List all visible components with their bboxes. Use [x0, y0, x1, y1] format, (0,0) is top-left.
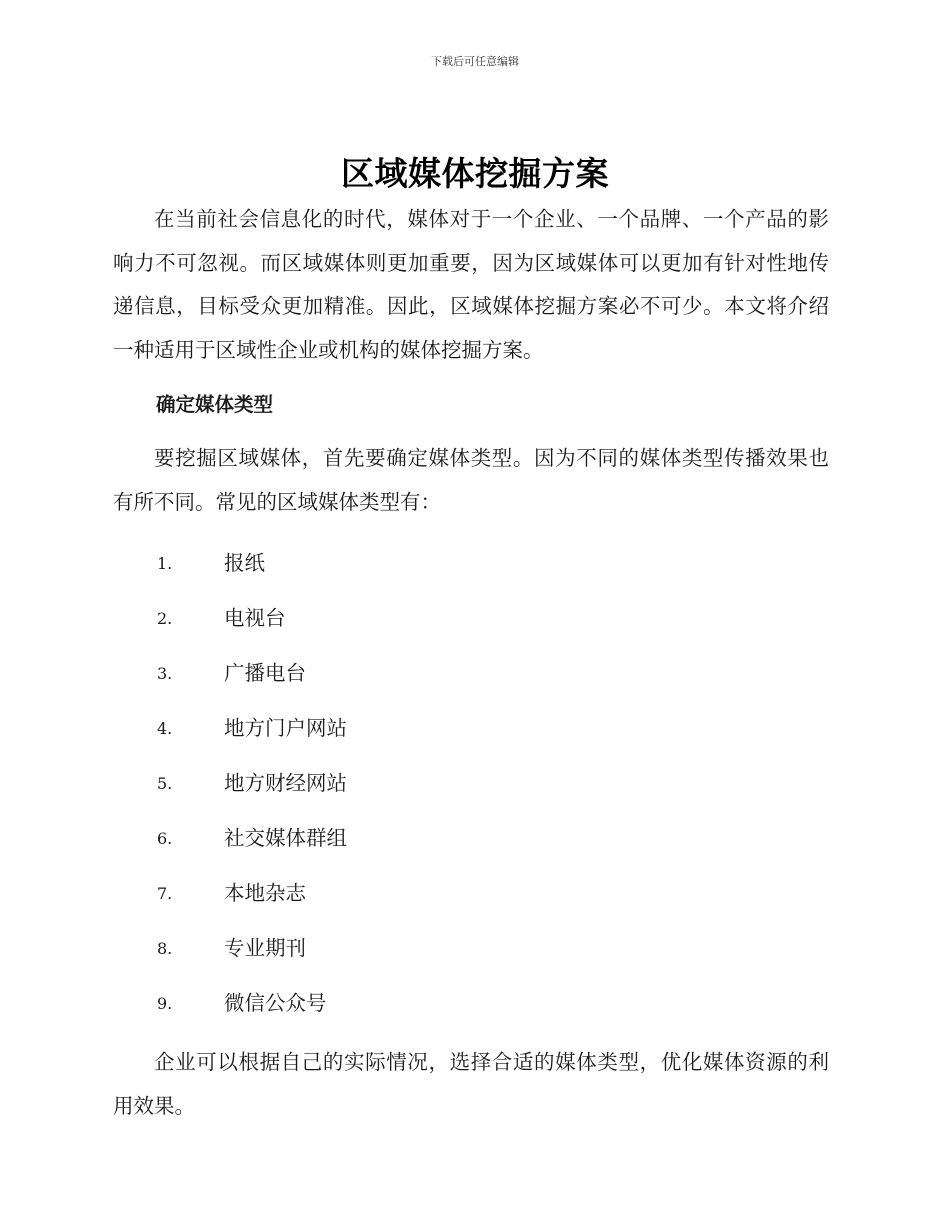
document-body — [113, 198, 829, 1128]
section-heading: 确定媒体类型 — [156, 393, 274, 416]
list-item-text: 微信公众号 — [224, 990, 327, 1015]
closing-paragraph: 企业可以根据自己的实际情况，选择合适的媒体类型，优化媒体资源的利用效果。 — [113, 1050, 829, 1118]
header-note: 下载后可任意编辑 — [431, 55, 519, 68]
list-item-number: 2. — [157, 608, 173, 628]
section-lead-paragraph: 要挖掘区域媒体，首先要确定媒体类型。因为不同的媒体类型传播效果也有所不同。常见的区域媒体类型有： — [113, 446, 829, 514]
list-item-text: 地方门户网站 — [224, 715, 347, 740]
list-item-number: 4. — [157, 718, 173, 738]
list-item-text: 本地杂志 — [224, 880, 306, 905]
list-item — [113, 811, 829, 866]
list-item-text: 社交媒体群组 — [224, 825, 347, 850]
list-item-number: 7. — [157, 883, 173, 903]
intro-paragraph: 在当前社会信息化的时代，媒体对于一个企业、一个品牌、一个产品的影响力不可忽视。而区域媒体则更加重要，因为区域媒体可以更加有针对性地传递信息，目标受众更加精准。因此，区域媒体挖掘方案必不可少。本文将介绍一种适用于区域性企业或机构的媒体挖掘方案。 — [113, 207, 829, 362]
list-item — [113, 866, 829, 921]
list-item — [113, 756, 829, 811]
list-item-number: 8. — [157, 938, 173, 958]
document-title: 区域媒体挖掘方案 — [341, 154, 609, 193]
list-item — [113, 591, 829, 646]
list-item — [113, 976, 829, 1031]
list-item-number: 6. — [157, 828, 173, 848]
list-item-number: 3. — [157, 663, 173, 683]
list-item-text: 专业期刊 — [224, 935, 306, 960]
list-item-text: 广播电台 — [224, 660, 306, 685]
list-item-text: 地方财经网站 — [224, 770, 347, 795]
list-item — [113, 536, 829, 591]
list-item — [113, 701, 829, 756]
media-type-list — [113, 536, 829, 1031]
list-item-text: 电视台 — [224, 605, 286, 630]
list-item — [113, 921, 829, 976]
list-item-text: 报纸 — [224, 550, 265, 575]
list-item-number: 9. — [157, 993, 173, 1013]
list-item-number: 1. — [157, 553, 173, 573]
list-item — [113, 646, 829, 701]
list-item-number: 5. — [157, 773, 173, 793]
